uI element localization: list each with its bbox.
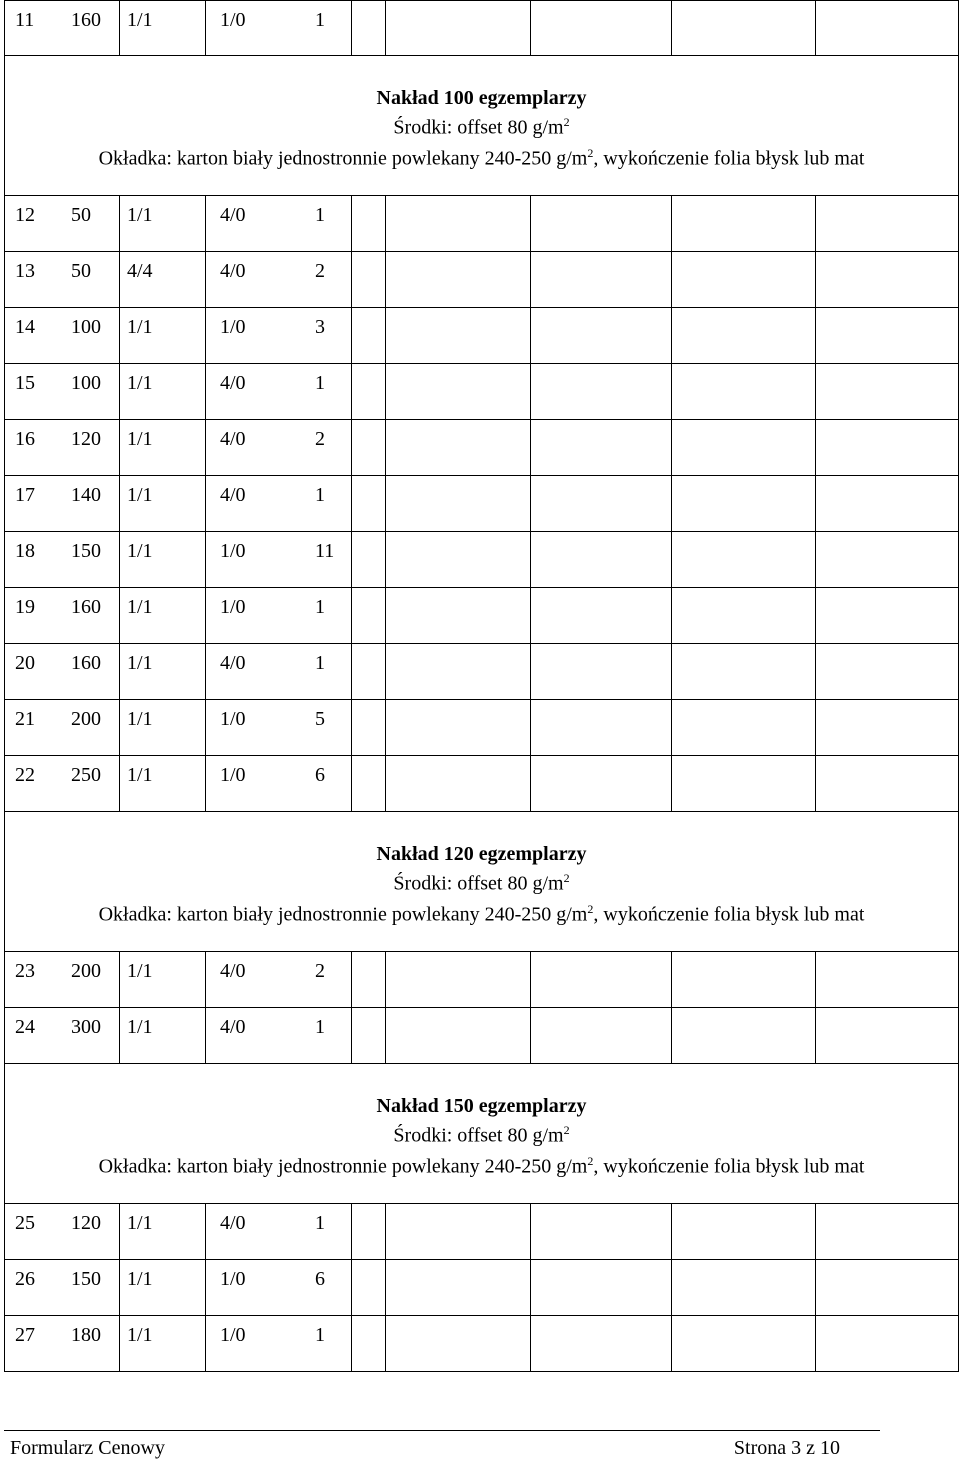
- page-count-cell: 180: [71, 1324, 101, 1346]
- edition-title: Nakład 100 egzemplarzy: [376, 87, 587, 109]
- table-row: [4, 1204, 959, 1260]
- column-divider: [530, 1008, 531, 1063]
- row-number-cell: 23: [15, 960, 35, 982]
- inner-color-cell: 1/1: [127, 764, 153, 786]
- cover-spec: Okładka: karton biały jednostronnie powlekany 240-250 $g/m^2$, wykończenie folia błysk lub mat: [98, 1153, 865, 1178]
- title-count-cell: 2: [315, 260, 325, 282]
- cover-spec: Okładka: karton biały jednostronnie powlekany 240-250 $g/m^2$, wykończenie folia błysk lub mat: [98, 145, 865, 170]
- column-divider: [385, 1316, 386, 1371]
- title-count-cell: 11: [315, 540, 335, 562]
- edition-section-header: [4, 812, 959, 952]
- column-divider: [385, 364, 386, 419]
- column-divider: [671, 644, 672, 699]
- column-divider: [385, 1008, 386, 1063]
- column-divider: [205, 588, 206, 643]
- column-divider: [671, 952, 672, 1007]
- cover-color-cell: 4/0: [220, 372, 246, 394]
- inner-color-cell: 1/1: [127, 1268, 153, 1290]
- edition-section-header: [4, 56, 959, 196]
- column-divider: [385, 532, 386, 587]
- column-divider: [119, 476, 120, 531]
- column-divider: [351, 588, 352, 643]
- page-count-cell: 140: [71, 484, 101, 506]
- table-row: [4, 0, 959, 56]
- inner-color-cell: 1/1: [127, 204, 153, 226]
- column-divider: [385, 476, 386, 531]
- inner-color-cell: 1/1: [127, 9, 153, 31]
- column-divider: [351, 756, 352, 811]
- footer-form-name: Formularz Cenowy: [10, 1437, 165, 1459]
- column-divider: [119, 1260, 120, 1315]
- column-divider: [119, 644, 120, 699]
- inner-color-cell: 1/1: [127, 960, 153, 982]
- column-divider: [815, 252, 816, 307]
- inner-color-cell: 1/1: [127, 652, 153, 674]
- cover-color-cell: 1/0: [220, 1268, 246, 1290]
- row-number-cell: 20: [15, 652, 35, 674]
- column-divider: [385, 756, 386, 811]
- cover-color-cell: 4/0: [220, 652, 246, 674]
- column-divider: [119, 588, 120, 643]
- title-count-cell: 1: [315, 1324, 325, 1346]
- column-divider: [351, 1260, 352, 1315]
- column-divider: [351, 952, 352, 1007]
- inner-color-cell: 1/1: [127, 484, 153, 506]
- table-row: [4, 756, 959, 812]
- cover-color-cell: 4/0: [220, 428, 246, 450]
- cover-color-cell: 1/0: [220, 9, 246, 31]
- column-divider: [205, 644, 206, 699]
- column-divider: [671, 476, 672, 531]
- column-divider: [385, 252, 386, 307]
- column-divider: [671, 588, 672, 643]
- column-divider: [385, 700, 386, 755]
- inner-color-cell: 1/1: [127, 428, 153, 450]
- cover-color-cell: 1/0: [220, 316, 246, 338]
- column-divider: [205, 700, 206, 755]
- inner-color-cell: 1/1: [127, 1212, 153, 1234]
- table-row: [4, 1316, 959, 1372]
- row-number-cell: 15: [15, 372, 35, 394]
- inner-color-cell: 1/1: [127, 540, 153, 562]
- table-row: [4, 252, 959, 308]
- cover-color-cell: 4/0: [220, 204, 246, 226]
- column-divider: [530, 1, 531, 55]
- column-divider: [205, 1008, 206, 1063]
- column-divider: [530, 252, 531, 307]
- edition-title: Nakład 150 egzemplarzy: [376, 1095, 587, 1117]
- title-count-cell: 2: [315, 960, 325, 982]
- title-count-cell: 1: [315, 1212, 325, 1234]
- inner-color-cell: 1/1: [127, 1324, 153, 1346]
- column-divider: [205, 364, 206, 419]
- cover-color-cell: 1/0: [220, 708, 246, 730]
- table-row: [4, 588, 959, 644]
- title-count-cell: 1: [315, 652, 325, 674]
- inner-color-cell: 1/1: [127, 316, 153, 338]
- row-number-cell: 16: [15, 428, 35, 450]
- title-count-cell: 2: [315, 428, 325, 450]
- column-divider: [530, 420, 531, 475]
- cover-color-cell: 1/0: [220, 596, 246, 618]
- column-divider: [815, 588, 816, 643]
- column-divider: [385, 644, 386, 699]
- column-divider: [671, 1316, 672, 1371]
- column-divider: [205, 420, 206, 475]
- page-count-cell: 50: [71, 204, 91, 226]
- column-divider: [351, 364, 352, 419]
- column-divider: [815, 196, 816, 251]
- column-divider: [530, 644, 531, 699]
- cover-color-cell: 1/0: [220, 1324, 246, 1346]
- title-count-cell: 1: [315, 596, 325, 618]
- row-number-cell: 13: [15, 260, 35, 282]
- column-divider: [815, 1260, 816, 1315]
- row-number-cell: 26: [15, 1268, 35, 1290]
- column-divider: [351, 532, 352, 587]
- inner-paper-spec: Środki: offset 80 $g/m^2$: [393, 1123, 570, 1147]
- cover-color-cell: 4/0: [220, 1212, 246, 1234]
- title-count-cell: 1: [315, 9, 325, 31]
- row-number-cell: 24: [15, 1016, 35, 1038]
- title-count-cell: 6: [315, 1268, 325, 1290]
- inner-color-cell: 1/1: [127, 372, 153, 394]
- table-row: [4, 1008, 959, 1064]
- column-divider: [385, 952, 386, 1007]
- inner-paper-spec: Środki: offset 80 $g/m^2$: [393, 871, 570, 895]
- column-divider: [205, 952, 206, 1007]
- title-count-cell: 1: [315, 204, 325, 226]
- inner-color-cell: 1/1: [127, 596, 153, 618]
- column-divider: [205, 1316, 206, 1371]
- column-divider: [815, 532, 816, 587]
- row-number-cell: 27: [15, 1324, 35, 1346]
- column-divider: [119, 1008, 120, 1063]
- row-number-cell: 18: [15, 540, 35, 562]
- column-divider: [530, 476, 531, 531]
- page-count-cell: 100: [71, 316, 101, 338]
- footer-page-number: Strona 3 z 10: [733, 1437, 840, 1459]
- page-count-cell: 100: [71, 372, 101, 394]
- cover-spec: Okładka: karton biały jednostronnie powlekany 240-250 $g/m^2$, wykończenie folia błysk lub mat: [98, 901, 865, 926]
- column-divider: [815, 420, 816, 475]
- table-row: [4, 644, 959, 700]
- cover-color-cell: 1/0: [220, 764, 246, 786]
- column-divider: [351, 1204, 352, 1259]
- table-row: [4, 364, 959, 420]
- column-divider: [671, 1, 672, 55]
- column-divider: [530, 1260, 531, 1315]
- title-count-cell: 3: [315, 316, 325, 338]
- page-footer: [4, 1430, 880, 1459]
- column-divider: [385, 308, 386, 363]
- row-number-cell: 19: [15, 596, 35, 618]
- column-divider: [385, 1, 386, 55]
- column-divider: [385, 1260, 386, 1315]
- column-divider: [119, 1316, 120, 1371]
- column-divider: [671, 364, 672, 419]
- column-divider: [119, 196, 120, 251]
- column-divider: [119, 308, 120, 363]
- column-divider: [351, 252, 352, 307]
- column-divider: [530, 756, 531, 811]
- column-divider: [351, 644, 352, 699]
- column-divider: [351, 1008, 352, 1063]
- column-divider: [119, 252, 120, 307]
- column-divider: [530, 588, 531, 643]
- column-divider: [815, 952, 816, 1007]
- column-divider: [530, 700, 531, 755]
- column-divider: [815, 1316, 816, 1371]
- column-divider: [530, 1204, 531, 1259]
- column-divider: [205, 756, 206, 811]
- table-row: [4, 952, 959, 1008]
- edition-title: Nakład 120 egzemplarzy: [376, 843, 587, 865]
- column-divider: [119, 1, 120, 55]
- column-divider: [815, 1, 816, 55]
- title-count-cell: 1: [315, 372, 325, 394]
- row-number-cell: 12: [15, 204, 35, 226]
- inner-paper-spec: Środki: offset 80 $g/m^2$: [393, 115, 570, 139]
- column-divider: [205, 1204, 206, 1259]
- column-divider: [815, 1008, 816, 1063]
- column-divider: [671, 1008, 672, 1063]
- table-row: [4, 476, 959, 532]
- column-divider: [119, 1204, 120, 1259]
- page-count-cell: 160: [71, 652, 101, 674]
- page-count-cell: 150: [71, 540, 101, 562]
- page-count-cell: 160: [71, 9, 101, 31]
- title-count-cell: 6: [315, 764, 325, 786]
- column-divider: [530, 196, 531, 251]
- page-count-cell: 120: [71, 1212, 101, 1234]
- cover-color-cell: 4/0: [220, 484, 246, 506]
- page-count-cell: 50: [71, 260, 91, 282]
- cover-color-cell: 4/0: [220, 960, 246, 982]
- row-number-cell: 22: [15, 764, 35, 786]
- title-count-cell: 1: [315, 1016, 325, 1038]
- column-divider: [530, 1316, 531, 1371]
- column-divider: [205, 1260, 206, 1315]
- column-divider: [351, 1316, 352, 1371]
- column-divider: [351, 196, 352, 251]
- table-row: [4, 196, 959, 252]
- cover-color-cell: 1/0: [220, 540, 246, 562]
- edition-section-header: [4, 1064, 959, 1204]
- page-count-cell: 200: [71, 708, 101, 730]
- column-divider: [671, 1260, 672, 1315]
- column-divider: [385, 196, 386, 251]
- column-divider: [530, 308, 531, 363]
- row-number-cell: 21: [15, 708, 35, 730]
- row-number-cell: 14: [15, 316, 35, 338]
- column-divider: [815, 476, 816, 531]
- column-divider: [530, 364, 531, 419]
- column-divider: [385, 588, 386, 643]
- row-number-cell: 11: [15, 9, 35, 31]
- title-count-cell: 5: [315, 708, 325, 730]
- column-divider: [205, 196, 206, 251]
- column-divider: [119, 756, 120, 811]
- column-divider: [815, 700, 816, 755]
- column-divider: [119, 700, 120, 755]
- column-divider: [671, 252, 672, 307]
- column-divider: [671, 1204, 672, 1259]
- table-row: [4, 532, 959, 588]
- inner-color-cell: 4/4: [127, 260, 153, 282]
- column-divider: [119, 364, 120, 419]
- column-divider: [119, 420, 120, 475]
- page-count-cell: 150: [71, 1268, 101, 1290]
- column-divider: [351, 1, 352, 55]
- column-divider: [351, 420, 352, 475]
- column-divider: [205, 532, 206, 587]
- column-divider: [205, 308, 206, 363]
- column-divider: [671, 756, 672, 811]
- page-count-cell: 200: [71, 960, 101, 982]
- table-row: [4, 420, 959, 476]
- row-number-cell: 25: [15, 1212, 35, 1234]
- table-row: [4, 1260, 959, 1316]
- page-count-cell: 250: [71, 764, 101, 786]
- column-divider: [351, 308, 352, 363]
- column-divider: [530, 532, 531, 587]
- column-divider: [205, 252, 206, 307]
- column-divider: [671, 532, 672, 587]
- table-row: [4, 700, 959, 756]
- page-count-cell: 160: [71, 596, 101, 618]
- column-divider: [385, 1204, 386, 1259]
- inner-color-cell: 1/1: [127, 708, 153, 730]
- column-divider: [671, 196, 672, 251]
- column-divider: [815, 364, 816, 419]
- column-divider: [815, 1204, 816, 1259]
- column-divider: [815, 308, 816, 363]
- price-form-table: [4, 0, 959, 1372]
- column-divider: [119, 952, 120, 1007]
- column-divider: [815, 756, 816, 811]
- column-divider: [119, 532, 120, 587]
- column-divider: [385, 420, 386, 475]
- column-divider: [530, 952, 531, 1007]
- inner-color-cell: 1/1: [127, 1016, 153, 1038]
- column-divider: [205, 476, 206, 531]
- title-count-cell: 1: [315, 484, 325, 506]
- column-divider: [671, 700, 672, 755]
- column-divider: [205, 1, 206, 55]
- column-divider: [671, 308, 672, 363]
- column-divider: [351, 700, 352, 755]
- page-count-cell: 120: [71, 428, 101, 450]
- row-number-cell: 17: [15, 484, 35, 506]
- column-divider: [351, 476, 352, 531]
- column-divider: [815, 644, 816, 699]
- cover-color-cell: 4/0: [220, 1016, 246, 1038]
- column-divider: [671, 420, 672, 475]
- page-count-cell: 300: [71, 1016, 101, 1038]
- table-row: [4, 308, 959, 364]
- cover-color-cell: 4/0: [220, 260, 246, 282]
